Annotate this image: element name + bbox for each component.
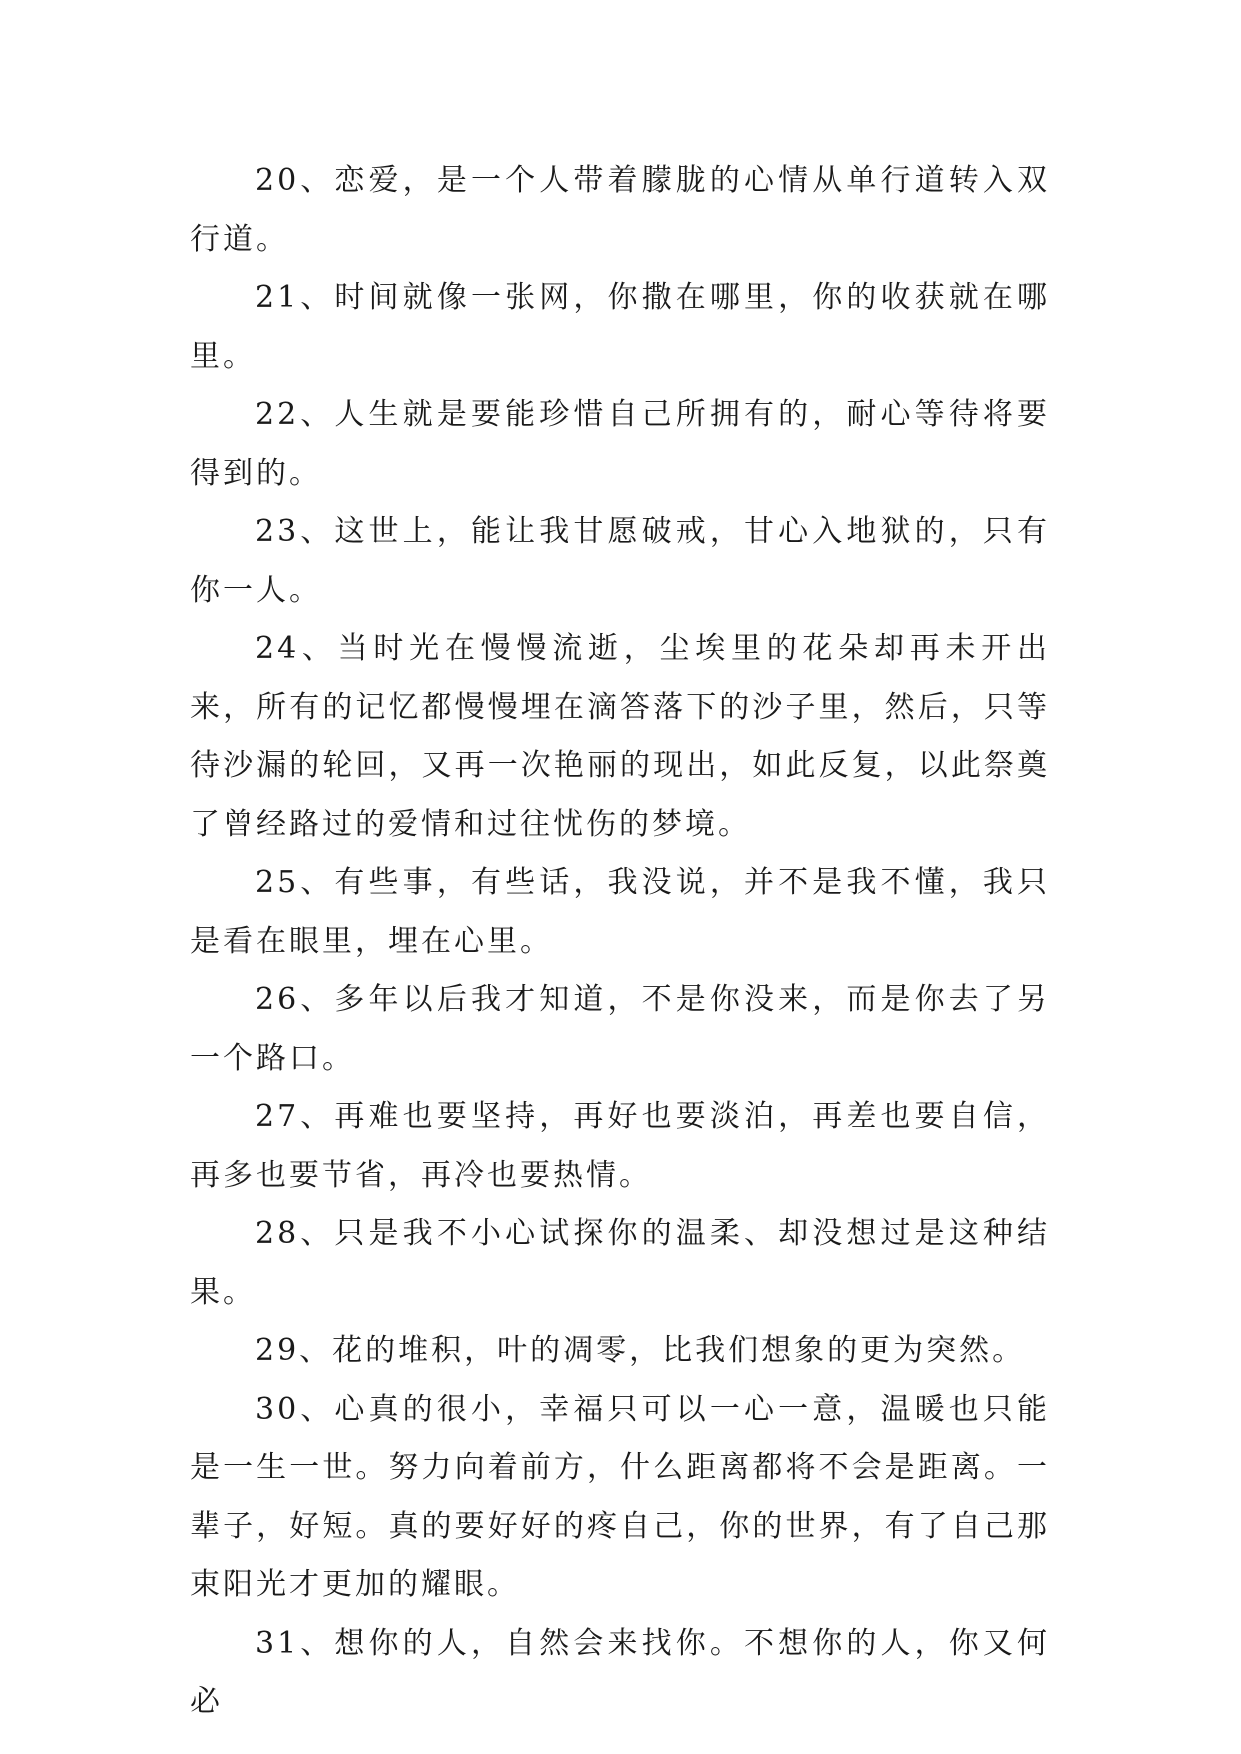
paragraph-20: 20、恋爱，是一个人带着朦胧的心情从单行道转入双行道。 <box>190 163 1050 257</box>
paragraph-30: 30、心真的很小，幸福只可以一心一意，温暖也只能是一生一世。努力向着前方，什么距离都将不会是距离。一辈子，好短。真的要好好的疼自己，你的世界，有了自己那束阳光才更加的耀眼。 <box>190 1391 1050 1602</box>
paragraph-28: 28、只是我不小心试探你的温柔、却没想过是这种结果。 <box>190 1216 1050 1310</box>
paragraph-26: 26、多年以后我才知道，不是你没来，而是你去了另一个路口。 <box>190 982 1050 1076</box>
paragraph-27: 27、再难也要坚持，再好也要淡泊，再差也要自信，再多也要节省，再冷也要热情。 <box>190 1099 1050 1193</box>
paragraph-29: 29、花的堆积，叶的凋零，比我们想象的更为突然。 <box>255 1333 1026 1368</box>
paragraph-23: 23、这世上，能让我甘愿破戒，甘心入地狱的，只有你一人。 <box>190 514 1050 608</box>
paragraph-24: 24、当时光在慢慢流逝，尘埃里的花朵却再未开出来，所有的记忆都慢慢埋在滴答落下的沙子里，然后，只等待沙漏的轮回，又再一次艳丽的现出，如此反复，以此祭奠了曾经路过的爱情和过往忧伤的梦境。 <box>190 631 1050 842</box>
paragraph-25: 25、有些事，有些话，我没说，并不是我不懂，我只是看在眼里，埋在心里。 <box>190 865 1050 959</box>
document-body <box>190 152 1050 1732</box>
paragraph-22: 22、人生就是要能珍惜自己所拥有的，耐心等待将要得到的。 <box>190 397 1050 491</box>
paragraph-21: 21、时间就像一张网，你撒在哪里，你的收获就在哪里。 <box>190 280 1050 374</box>
paragraph-31: 31、想你的人，自然会来找你。不想你的人，你又何必 <box>190 1625 1050 1719</box>
